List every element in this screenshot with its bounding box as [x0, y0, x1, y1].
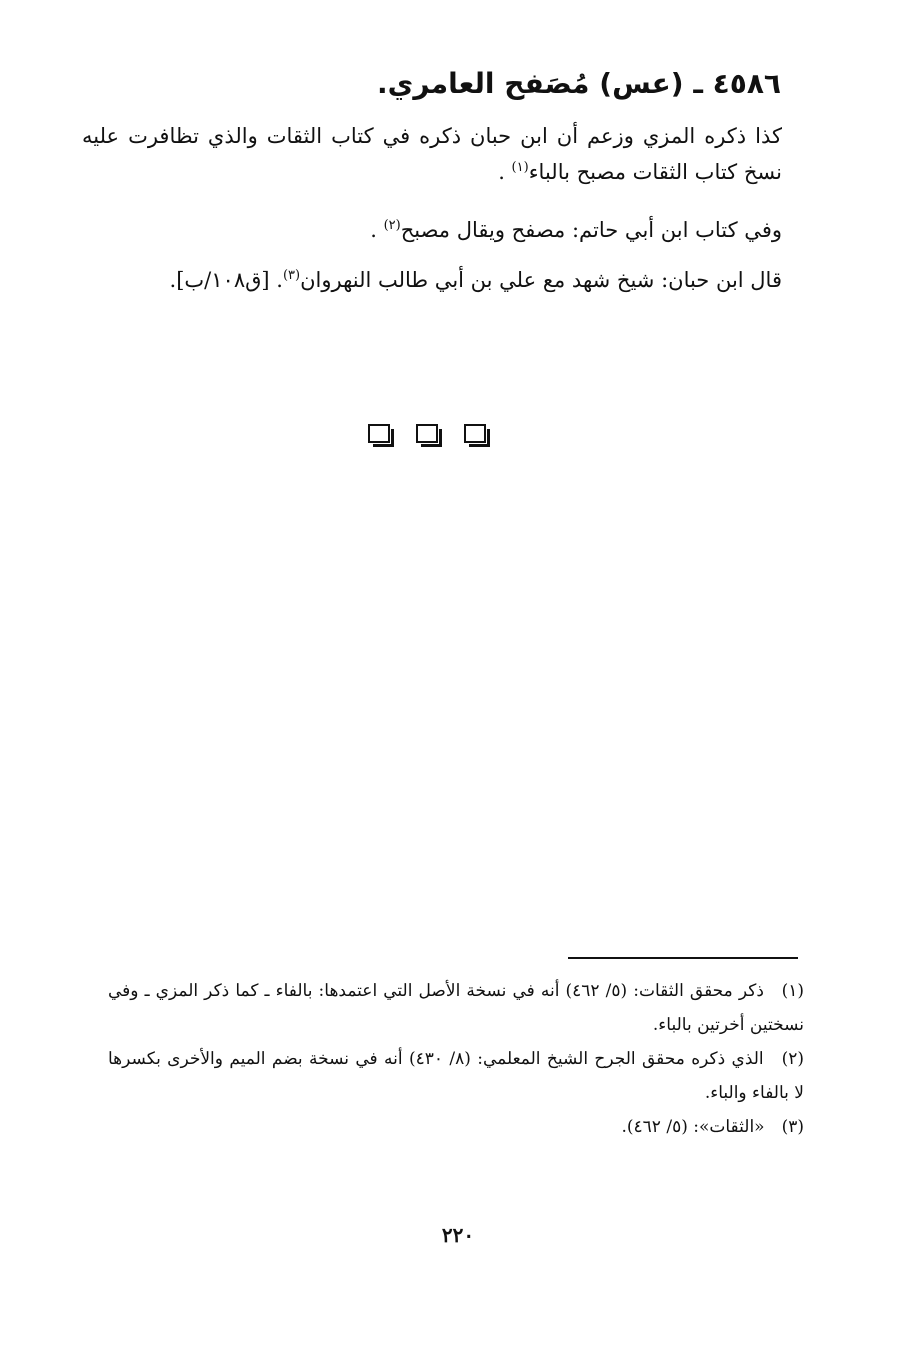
- ornament-square-icon: [416, 424, 440, 444]
- paragraph-2: [82, 212, 782, 248]
- footnote-1-text: ذكر محقق الثقات: (٥/ ٤٦٢) أنه في نسخة الأصل التي اعتمدها: بالفاء ـ كما ذكر المزي ـ وفي نسختين أخرتين بالباء.: [108, 981, 804, 1035]
- paragraph-3-text: قال ابن حبان: شيخ شهد مع علي بن أبي طالب النهروان: [300, 268, 782, 292]
- footnote-3: [108, 1110, 804, 1144]
- footnote-ref-2: (٢): [383, 218, 401, 233]
- footnote-ref-3: (٣): [282, 268, 301, 283]
- footnote-separator: [568, 957, 798, 959]
- ornament-square-icon: [464, 424, 488, 444]
- page-number: ٢٢٠: [441, 1223, 475, 1247]
- section-divider-ornament: [368, 424, 508, 454]
- paragraph-1-end: .: [498, 160, 512, 184]
- footnote-3-number: (٣): [781, 1117, 804, 1137]
- paragraph-2-text: وفي كتاب ابن أبي حاتم: مصفح ويقال مصبح: [400, 218, 782, 242]
- footnotes: [108, 974, 804, 1144]
- entry-heading: ٤٥٨٦ ـ (عس) مُصَفح العامري.: [377, 67, 781, 100]
- paragraph-2-end: .: [370, 218, 384, 242]
- footnote-3-text: «الثقات»: (٥/ ٤٦٢).: [621, 1117, 765, 1137]
- ornament-square-icon: [368, 424, 392, 444]
- paragraph-1-text: كذا ذكره المزي وزعم أن ابن حبان ذكره في كتاب الثقات والذي تظافرت عليه نسخ كتاب الثقات مصبح بالباء: [82, 124, 782, 184]
- paragraph-3: [82, 262, 782, 298]
- footnote-1: [108, 974, 804, 1042]
- footnote-2-number: (٢): [781, 1049, 805, 1069]
- footnote-1-number: (١): [781, 981, 804, 1001]
- footnote-2: [108, 1042, 804, 1110]
- footnote-ref-1: (١): [511, 160, 529, 175]
- paragraph-1: [82, 118, 782, 190]
- footnote-2-text: الذي ذكره محقق الجرح الشيخ المعلمي: (٨/ ٤٣٠) أنه في نسخة بضم الميم والأخرى بكسرها لا بالفاء والباء.: [108, 1049, 804, 1103]
- paragraph-3-end: . [ق١٠٨/ب].: [169, 268, 283, 292]
